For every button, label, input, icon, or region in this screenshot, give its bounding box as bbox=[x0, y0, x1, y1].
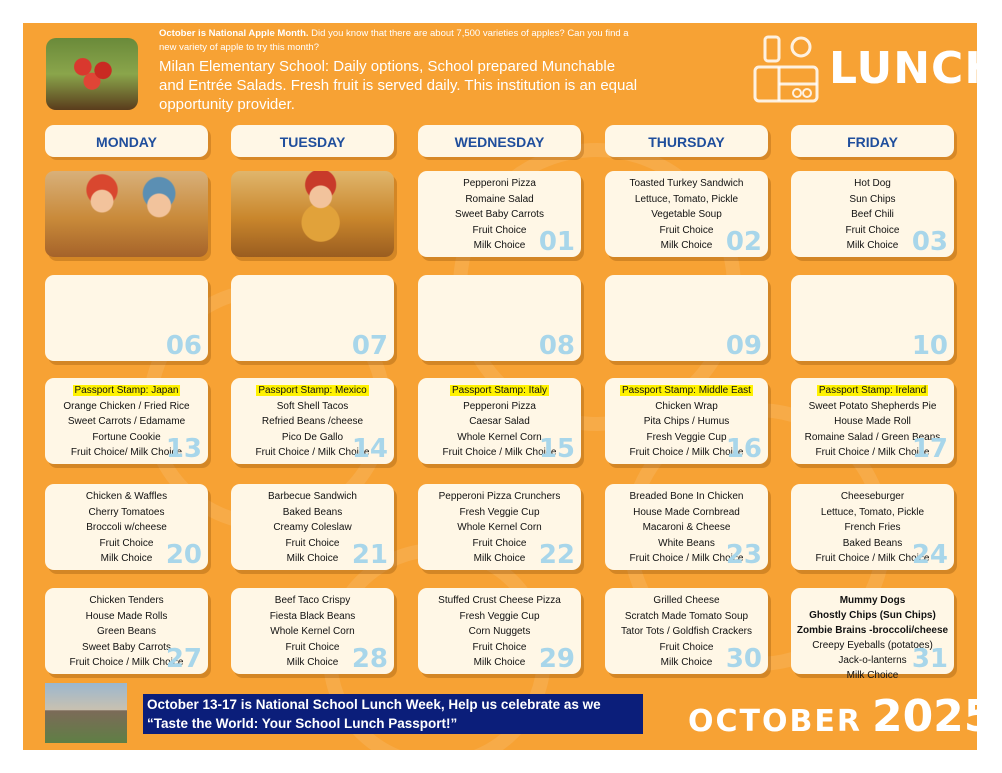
menu-item: Romaine Salad / Green Beans bbox=[804, 431, 941, 443]
day-cell bbox=[45, 484, 208, 570]
menu-item: Fruit Choice / Milk Choice bbox=[815, 553, 930, 564]
passport-stamp-label: Passport Stamp: Italy bbox=[451, 385, 548, 396]
menu-item: Grilled Cheese bbox=[653, 595, 720, 606]
passport-stamp-label: Passport Stamp: Japan bbox=[74, 385, 179, 396]
day-cell bbox=[605, 171, 768, 257]
apple-month-heading: October is National Apple Month. bbox=[159, 28, 309, 39]
menu-item: White Beans bbox=[658, 537, 715, 549]
menu-item: Pico De Gallo bbox=[281, 431, 344, 443]
menu-item: Caesar Salad bbox=[469, 416, 530, 427]
menu-item: Sun Chips bbox=[849, 193, 896, 205]
menu-item: Milk Choice bbox=[660, 240, 713, 251]
date-number: 06 bbox=[165, 331, 202, 361]
lunch-badge bbox=[749, 29, 1002, 109]
lunch-menu-sheet bbox=[23, 23, 1002, 750]
month-name: OCTOBER bbox=[688, 704, 862, 739]
menu-item: French Fries bbox=[844, 522, 901, 533]
day-cell bbox=[605, 378, 768, 464]
date-number: 16 bbox=[725, 434, 762, 464]
menu-item: Orange Chicken / Fried Rice bbox=[63, 400, 190, 412]
menu-item: Milk Choice bbox=[473, 657, 526, 668]
date-number: 02 bbox=[725, 227, 762, 257]
children-autumn-photo bbox=[45, 171, 208, 257]
menu-item: Fortune Cookie bbox=[92, 431, 161, 443]
menu-item: Chicken Tenders bbox=[89, 595, 164, 606]
day-cell bbox=[45, 275, 208, 361]
date-number: 10 bbox=[911, 331, 948, 361]
menu-item: House Made Rolls bbox=[85, 610, 168, 622]
lunch-title: LUNCH bbox=[829, 43, 1002, 94]
date-number: 17 bbox=[911, 434, 948, 464]
day-cell bbox=[418, 484, 581, 570]
menu-item: Baked Beans bbox=[842, 537, 903, 549]
menu-item: Fruit Choice bbox=[285, 641, 340, 653]
menu-item: Cheeseburger bbox=[840, 491, 905, 502]
menu-item: Hot Dog bbox=[854, 178, 891, 189]
menu-item: Corn Nuggets bbox=[468, 626, 531, 637]
menu-item: Fruit Choice bbox=[659, 641, 714, 653]
menu-item: Fruit Choice / Milk Choice bbox=[815, 447, 930, 458]
passport-stamp-label: Passport Stamp: Middle East bbox=[622, 385, 751, 396]
date-number: 30 bbox=[725, 644, 762, 674]
lunch-week-banner: October 13-17 is National School Lunch Week, Help us celebrate as we “Taste the World: Your School Lunch Passport!” bbox=[143, 694, 643, 734]
menu-item: Fruit Choice bbox=[845, 224, 900, 236]
menu-item: Milk Choice bbox=[846, 240, 899, 251]
date-number: 15 bbox=[538, 434, 575, 464]
day-header-friday: FRIDAY bbox=[791, 125, 954, 157]
menu-item: Fresh Veggie Cup bbox=[459, 610, 540, 622]
day-cell bbox=[791, 275, 954, 361]
passport-stamp-label: Passport Stamp: Mexico bbox=[258, 385, 367, 396]
day-cell bbox=[605, 275, 768, 361]
menu-item: Ghostly Chips (Sun Chips) bbox=[809, 610, 936, 621]
child-leaves-photo bbox=[231, 171, 394, 257]
menu-item: Lettuce, Tomato, Pickle bbox=[634, 193, 739, 205]
menu-item: Beef Taco Crispy bbox=[274, 595, 351, 606]
menu-item: Fiesta Black Beans bbox=[269, 610, 356, 622]
date-number: 09 bbox=[725, 331, 762, 361]
menu-item: Tator Tots / Goldfish Crackers bbox=[621, 626, 752, 637]
date-number: 08 bbox=[538, 331, 575, 361]
menu-item: Pepperoni Pizza Crunchers bbox=[438, 491, 561, 502]
date-number: 29 bbox=[538, 644, 575, 674]
menu-item: Milk Choice bbox=[660, 657, 713, 668]
day-cell bbox=[231, 378, 394, 464]
passport-stamp bbox=[418, 383, 581, 399]
menu-item: Romaine Salad bbox=[465, 193, 534, 205]
menu-item: Chicken Wrap bbox=[655, 400, 718, 412]
day-cell bbox=[605, 484, 768, 570]
menu-item: Scratch Made Tomato Soup bbox=[624, 610, 749, 622]
menu-item: Green Beans bbox=[97, 626, 156, 637]
school-children-photo bbox=[45, 683, 127, 743]
menu-item: Fruit Choice / Milk Choice bbox=[69, 657, 184, 668]
menu-item: Whole Kernel Corn bbox=[270, 626, 355, 637]
menu-item: Beef Chili bbox=[851, 209, 894, 220]
menu-item: Whole Kernel Corn bbox=[457, 522, 542, 533]
month-title bbox=[688, 691, 994, 742]
menu-item: Milk Choice bbox=[846, 670, 899, 681]
menu-item: Fruit Choice/ Milk Choice bbox=[70, 447, 183, 458]
date-number: 22 bbox=[538, 540, 575, 570]
menu-item: Stuffed Crust Cheese Pizza bbox=[438, 595, 561, 606]
passport-stamp-label: Passport Stamp: Ireland bbox=[818, 385, 927, 396]
date-number: 01 bbox=[538, 227, 575, 257]
menu-item: Sweet Potato Shepherds Pie bbox=[808, 400, 937, 412]
date-number: 07 bbox=[351, 331, 388, 361]
day-cell bbox=[791, 484, 954, 570]
menu-item: Fresh Veggie Cup bbox=[459, 506, 540, 518]
menu-item: Fruit Choice bbox=[472, 641, 527, 653]
passport-stamp bbox=[605, 383, 768, 399]
day-cell bbox=[418, 171, 581, 257]
menu-item: Fruit Choice bbox=[472, 224, 527, 236]
menu-item: Jack-o-lanterns bbox=[838, 655, 907, 666]
intro-text bbox=[159, 27, 639, 114]
date-number: 21 bbox=[351, 540, 388, 570]
apple-basket-photo bbox=[46, 38, 138, 110]
menu-item: Lettuce, Tomato, Pickle bbox=[820, 506, 925, 518]
date-number: 27 bbox=[165, 644, 202, 674]
menu-item: Zombie Brains -broccoli/cheese bbox=[796, 625, 949, 636]
passport-stamp bbox=[45, 383, 208, 399]
menu-item: Fruit Choice bbox=[285, 537, 340, 549]
menu-item: Refried Beans /cheese bbox=[261, 416, 364, 427]
menu-item: Breaded Bone In Chicken bbox=[629, 491, 744, 502]
passport-stamp bbox=[791, 383, 954, 399]
menu-item: Fresh Veggie Cup bbox=[646, 431, 727, 443]
menu-item: Broccoli w/cheese bbox=[86, 522, 167, 533]
date-number: 14 bbox=[351, 434, 388, 464]
day-header-thursday: THURSDAY bbox=[605, 125, 768, 157]
menu-item: Soft Shell Tacos bbox=[276, 400, 349, 412]
menu-item: Fruit Choice bbox=[99, 537, 154, 549]
day-cell bbox=[231, 275, 394, 361]
school-info: Milan Elementary School: Daily options, School prepared Munchable and Entrée Salads. Fresh fruit is served daily. This institution is an equal opportunity provider. bbox=[159, 58, 638, 113]
passport-stamp bbox=[231, 383, 394, 399]
menu-item: Sweet Baby Carrots bbox=[82, 641, 171, 653]
day-cell bbox=[45, 378, 208, 464]
menu-item: Fruit Choice / Milk Choice bbox=[629, 447, 744, 458]
menu-item: Pepperoni Pizza bbox=[463, 178, 536, 189]
day-cell bbox=[418, 275, 581, 361]
menu-item: House Made Roll bbox=[834, 416, 911, 427]
day-header-wednesday: WEDNESDAY bbox=[418, 125, 581, 157]
date-number: 13 bbox=[165, 434, 202, 464]
date-number: 28 bbox=[351, 644, 388, 674]
date-number: 31 bbox=[911, 644, 948, 674]
menu-item: Cherry Tomatoes bbox=[88, 506, 165, 518]
menu-item: Vegetable Soup bbox=[651, 209, 722, 220]
day-cell bbox=[418, 378, 581, 464]
menu-item: Fruit Choice / Milk Choice bbox=[442, 447, 557, 458]
menu-item: Milk Choice bbox=[286, 657, 339, 668]
menu-item: Pita Chips / Humus bbox=[643, 416, 730, 427]
day-cell bbox=[791, 588, 954, 681]
apple-month-note bbox=[159, 27, 639, 55]
day-cell bbox=[791, 171, 954, 257]
menu-item: Fruit Choice / Milk Choice bbox=[255, 447, 370, 458]
menu-item: Barbecue Sandwich bbox=[268, 491, 357, 502]
menu-item: Milk Choice bbox=[473, 553, 526, 564]
day-header-tuesday: TUESDAY bbox=[231, 125, 394, 157]
menu-item: Milk Choice bbox=[473, 240, 526, 251]
day-header-monday: MONDAY bbox=[45, 125, 208, 157]
menu-item: Toasted Turkey Sandwich bbox=[629, 178, 744, 189]
date-number: 20 bbox=[165, 540, 202, 570]
menu-item: Sweet Carrots / Edamame bbox=[67, 416, 186, 427]
day-cell bbox=[231, 588, 394, 674]
menu-item: Mummy Dogs bbox=[839, 595, 906, 606]
menu-item: Fruit Choice bbox=[659, 224, 714, 236]
day-cell bbox=[45, 588, 208, 674]
menu-item: Chicken & Waffles bbox=[85, 491, 168, 502]
menu-item: Macaroni & Cheese bbox=[642, 522, 731, 533]
menu-item: Pepperoni Pizza bbox=[463, 400, 536, 412]
day-cell bbox=[231, 484, 394, 570]
year: 2025 bbox=[871, 691, 995, 742]
date-number: 24 bbox=[911, 540, 948, 570]
menu-item: House Made Cornbread bbox=[633, 506, 740, 518]
menu-item: Creepy Eyeballs (potatoes) bbox=[812, 640, 933, 651]
menu-item: Milk Choice bbox=[286, 553, 339, 564]
lunch-tray-icon bbox=[749, 29, 829, 109]
day-cell bbox=[418, 588, 581, 674]
menu-item: Sweet Baby Carrots bbox=[455, 209, 544, 220]
date-number: 23 bbox=[725, 540, 762, 570]
apple-month-body: Did you know that there are about 7,500 varieties of apples? Can you find a new variety of apple to try this month? bbox=[159, 28, 629, 53]
day-cell bbox=[605, 588, 768, 674]
menu-item: Whole Kernel Corn bbox=[457, 431, 542, 443]
date-number: 03 bbox=[911, 227, 948, 257]
menu-item: Fruit Choice bbox=[472, 537, 527, 549]
menu-item: Milk Choice bbox=[100, 553, 153, 564]
menu-item: Baked Beans bbox=[282, 506, 343, 518]
day-cell bbox=[791, 378, 954, 464]
menu-item: Creamy Coleslaw bbox=[273, 522, 352, 533]
menu-item: Fruit Choice / Milk Choice bbox=[629, 553, 744, 564]
